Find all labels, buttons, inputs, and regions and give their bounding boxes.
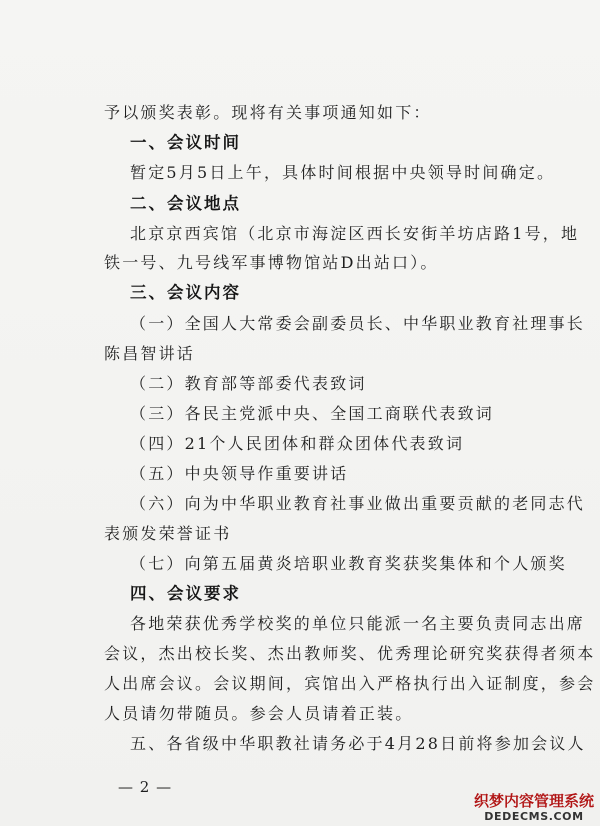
section-heading-meeting-time: 一、会议时间 bbox=[130, 133, 241, 152]
agenda-item-6-line-2: 表颁发荣誉证书 bbox=[104, 524, 232, 543]
agenda-item-4: （四）21个人民团体和群众团体代表致词 bbox=[130, 434, 465, 453]
section-heading-meeting-location: 二、会议地点 bbox=[130, 194, 241, 213]
watermark-url: DEDECMS.COM bbox=[484, 810, 584, 823]
agenda-item-1-line-2: 陈昌智讲话 bbox=[104, 344, 196, 363]
intro-line: 予以颁奖表彰。现将有关事项通知如下： bbox=[104, 103, 432, 122]
agenda-item-2: （二）教育部等部委代表致词 bbox=[130, 374, 367, 393]
agenda-item-6-line-1: （六）向为中华职业教育社事业做出重要贡献的老同志代 bbox=[130, 494, 586, 513]
agenda-item-1-line-1: （一）全国人大常委会副委员长、中华职业教育社理事长 bbox=[130, 314, 586, 333]
site-watermark bbox=[474, 794, 594, 822]
section-heading-meeting-content: 三、会议内容 bbox=[130, 283, 241, 302]
agenda-item-5: （五）中央领导作重要讲话 bbox=[130, 464, 349, 483]
section-heading-meeting-requirements: 四、会议要求 bbox=[130, 584, 241, 603]
meeting-location-text-2: 铁一号、九号线军事博物馆站D出站口）。 bbox=[104, 253, 439, 272]
meeting-location-text-1: 北京京西宾馆（北京市海淀区西长安街羊坊店路1号，地 bbox=[130, 224, 580, 243]
page-number: — 2 — bbox=[118, 778, 173, 796]
watermark-title: 织梦内容管理系统 bbox=[474, 792, 595, 810]
requirements-line-4: 人员请勿带随员。参会人员请着正装。 bbox=[104, 704, 414, 723]
requirements-line-3: 人出席会议。会议期间，宾馆出入严格执行出入证制度，参会 bbox=[104, 674, 596, 693]
requirements-line-2: 会议，杰出校长奖、杰出教师奖、优秀理论研究奖获得者须本 bbox=[104, 644, 596, 663]
section-five-line-1: 五、各省级中华职教社请务必于4月28日前将参加会议人 bbox=[130, 734, 586, 753]
agenda-item-7: （七）向第五届黄炎培职业教育奖获奖集体和个人颁奖 bbox=[130, 554, 567, 573]
requirements-line-1: 各地荣获优秀学校奖的单位只能派一名主要负责同志出席 bbox=[130, 614, 586, 633]
meeting-time-text: 暂定5月5日上午，具体时间根据中央领导时间确定。 bbox=[130, 163, 556, 182]
agenda-item-3: （三）各民主党派中央、全国工商联代表致词 bbox=[130, 404, 495, 423]
